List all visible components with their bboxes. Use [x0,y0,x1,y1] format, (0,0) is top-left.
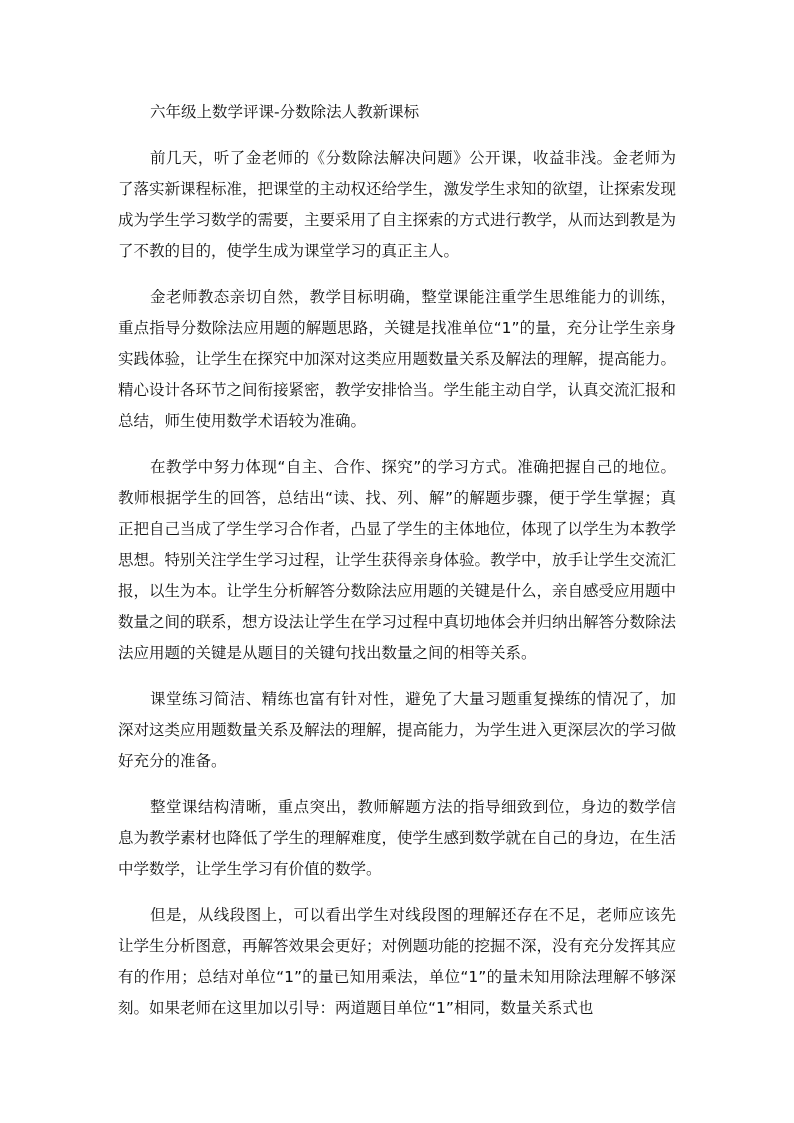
document-title: 六年级上数学评课-分数除法人教新课标 [150,103,420,121]
paragraph-shortcomings: 但是，从线段图上，可以看出学生对线段图的理解还存在不足，老师应该先让学生分析图意，再解答效果会更好；对例题功能的挖掘不深，没有充分发挥其应有的作用；总结对单位“1”的量已知用乘法，单位“1”的量未知用除法理解不够深刻。如果老师在这里加以引导：两道题目单位“1”相同，数量关系式也 [118,906,677,1017]
document-body [118,97,676,1039]
paragraph-learning-method: 在教学中努力体现“自主、合作、探究”的学习方式。准确把握自己的地位。教师根据学生的回答，总结出“读、找、列、解”的解题步骤，便于学生掌握；真正把自己当成了学生学习合作者，凸显了学生的主体地位，体现了以学生为本教学思想。特别关注学生学习过程，让学生获得亲身体验。教学中，放手让学生交流汇报，以生为本。让学生分析解答分数除法应用题的关键是什么，亲自感受应用题中数量之间的联系，想方设法让学生在学习过程中真切地体会并归纳出解答分数除法法应用题的关键是从题目的关键句找出数量之间的相等关系。 [118,458,677,662]
paragraph-teaching-style: 金老师教态亲切自然，教学目标明确，整堂课能注重学生思维能力的训练，重点指导分数除法应用题的解题思路，关键是找准单位“1”的量，充分让学生亲身实践体验，让学生在探究中加深对这类应用题数量关系及解法的理解，提高能力。精心设计各环节之间衔接紧密，教学安排恰当。学生能主动自学，认真交流汇报和总结，师生使用数学术语较为准确。 [118,288,677,430]
paragraph-practice: 课堂练习简洁、精练也富有针对性，避免了大量习题重复操练的情况了，加深对这类应用题数量关系及解法的理解，提高能力，为学生进入更深层次的学习做好充分的准备。 [118,690,677,770]
paragraph-intro: 前几天，听了金老师的《分数除法解决问题》公开课，收益非浅。金老师为了落实新课程标准，把课堂的主动权还给学生，激发学生求知的欲望，让探索发现成为学生学习数学的需要，主要采用了自主探索的方式进行教学，从而达到教是为了不教的目的，使学生成为课堂学习的真正主人。 [118,149,677,260]
paragraph-structure: 整堂课结构清晰，重点突出，教师解题方法的指导细致到位，身边的数学信息为教学素材也降低了学生的理解难度，使学生感到数学就在自己的身边，在生活中学数学，让学生学习有价值的数学。 [118,798,677,878]
